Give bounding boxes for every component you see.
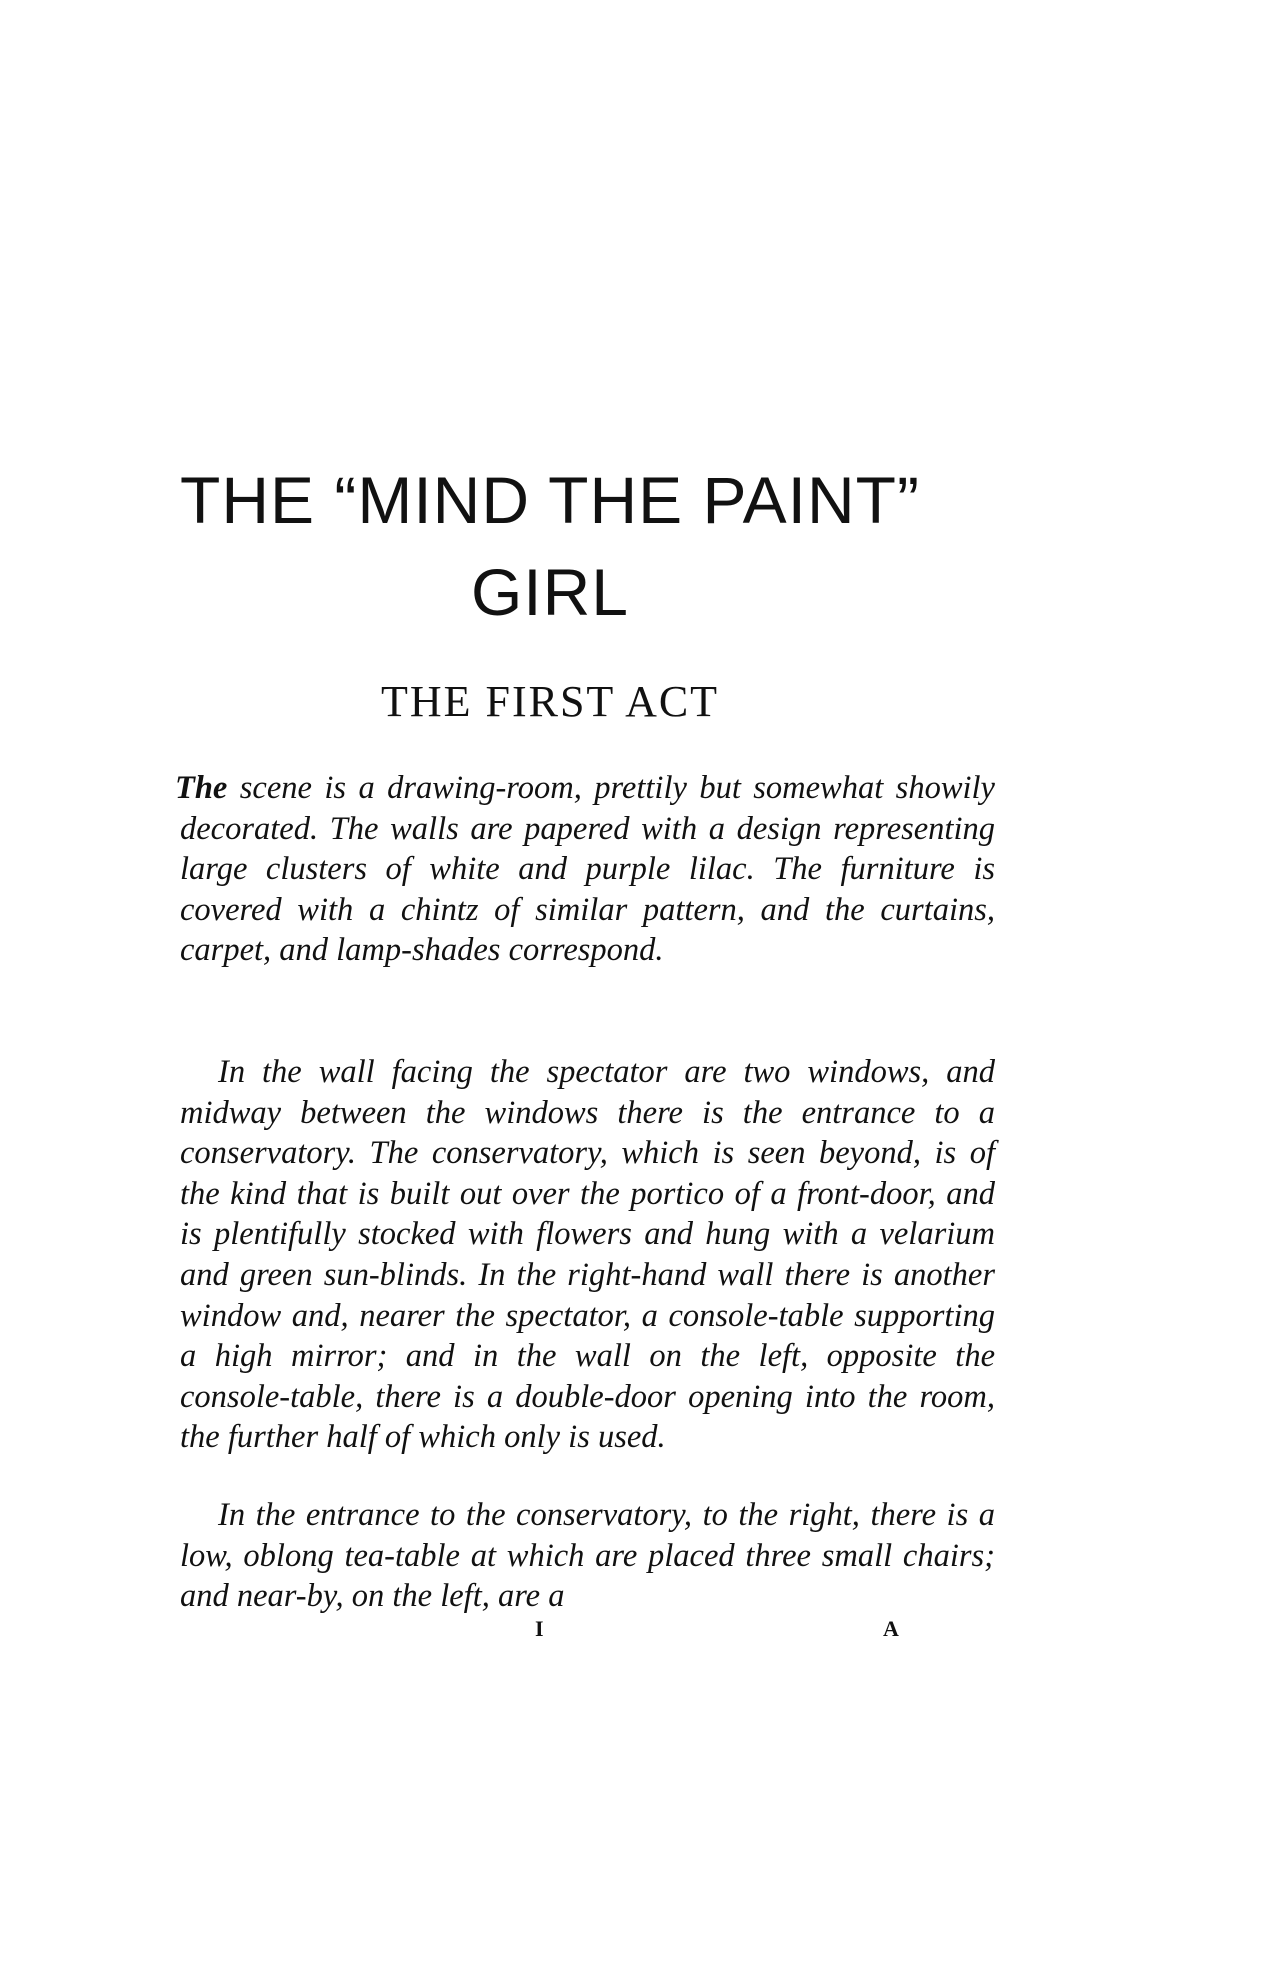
stage-direction-lead-word: The bbox=[175, 770, 228, 806]
stage-direction-paragraph-3: In the entrance to the conservatory, to the right, there is a low, oblong tea-table at which are placed three small chairs; and near-by, on the left, are a bbox=[180, 1497, 995, 1615]
book-title-line1: THE “MIND THE PAINT” bbox=[180, 463, 920, 537]
book-title-line2: GIRL bbox=[470, 555, 630, 629]
page-number: I bbox=[535, 1616, 544, 1641]
stage-direction-paragraph-1 bbox=[175, 768, 995, 971]
signature-mark: A bbox=[883, 1616, 899, 1641]
act-heading: THE FIRST ACT bbox=[380, 677, 720, 726]
stage-direction-paragraph-2: In the wall facing the spectator are two windows, and midway between the windows there is the entrance to a conservatory. The conservatory, which is seen beyond, is of the kind that is built out over the portico of a front-door, and is plentifully stocked with flowers and hung with a velarium and green sun-blinds. In the right-hand wall there is another window and, nearer the spectator, a console-table supporting a high mirror; and in the wall on the left, opposite the console-table, there is a double-door opening into the room, the further half of which only is used. bbox=[180, 1054, 995, 1456]
stage-direction-paragraph-1-text: scene is a drawing-room, prettily but somewhat showily decorated. The walls are papered with a design representing large clusters of white and purple lilac. The furniture is covered with a chintz of similar pattern, and the curtains, carpet, and lamp-shades correspond. bbox=[180, 770, 995, 969]
